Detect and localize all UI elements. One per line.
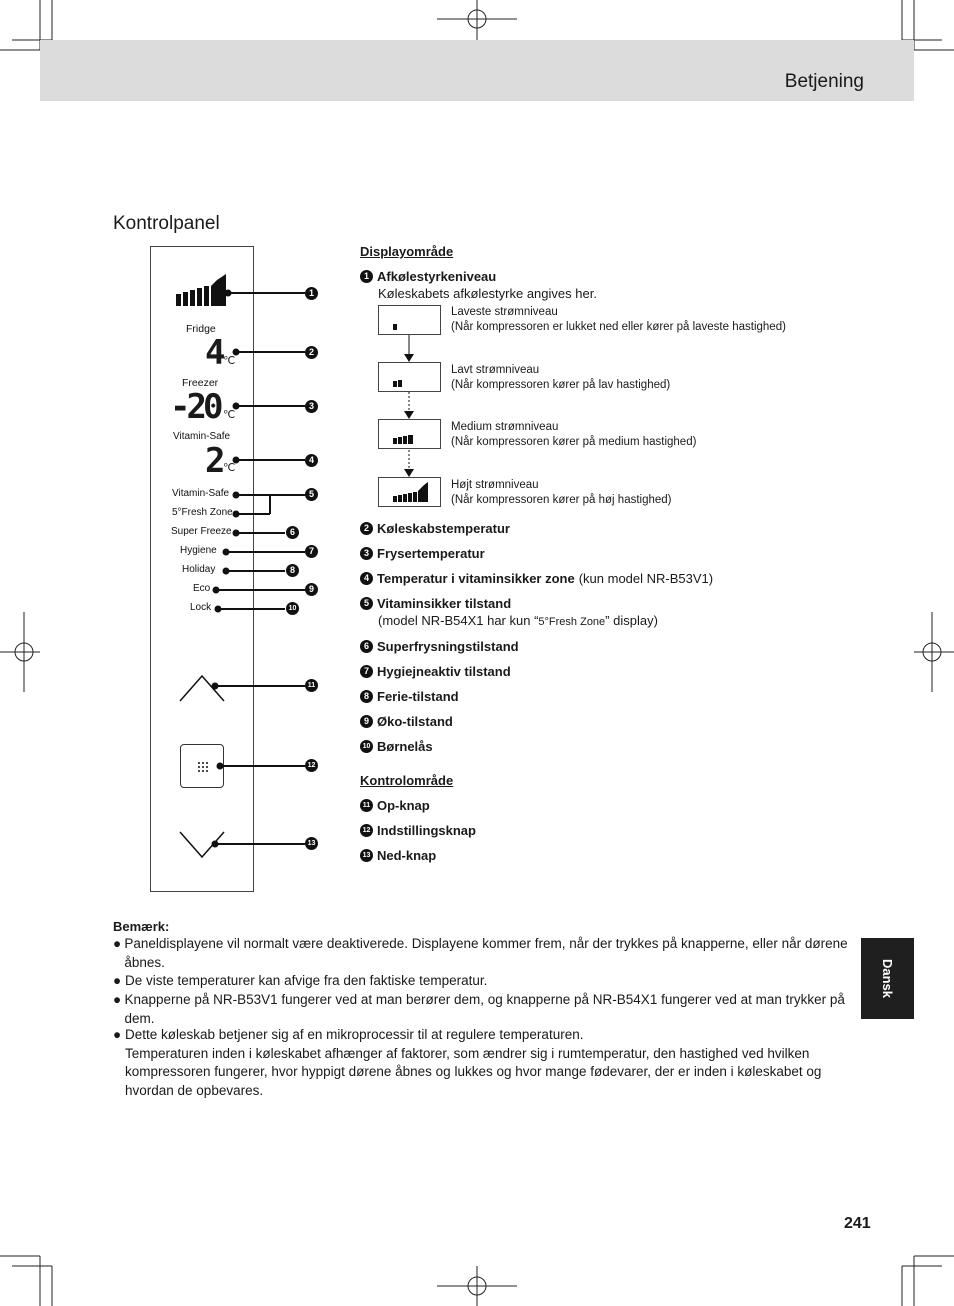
level-name-2: Lavt strømniveau <box>451 364 540 376</box>
desc-num-1: 1 <box>360 270 373 283</box>
vitamin-label: Vitamin-Safe <box>173 431 231 442</box>
note-2-text: De viste temperaturer kan afvige fra den faktiske temperatur. <box>125 973 488 988</box>
mode-super-freeze: Super Freeze <box>171 526 232 537</box>
desc-item-1 <box>360 269 496 284</box>
language-tab <box>861 938 914 1019</box>
desc-item-4 <box>360 571 713 586</box>
callout-13: 13 <box>305 837 318 850</box>
vitamin-temp-unit: ℃ <box>223 462 236 474</box>
level-box-2 <box>378 362 441 392</box>
desc-item-5-title: Vitaminsikker tilstand <box>377 596 512 611</box>
desc-item-10 <box>360 739 433 754</box>
level-bars-1 <box>379 306 442 336</box>
vitamin-temp: 2 <box>205 441 226 481</box>
arrow-solid <box>403 335 415 362</box>
note-4-text: Dette køleskab betjener sig af en mikroprocessir til at regulere temperaturen. <box>125 1027 584 1042</box>
page-header-title: Betjening <box>784 71 864 92</box>
desc-num-6: 6 <box>360 640 373 653</box>
desc-item-5-note <box>378 613 658 628</box>
level-desc-2: (Når kompressoren kører på lav hastighed) <box>451 379 671 391</box>
level-desc-1: (Når kompressoren er lukket ned eller kører på laveste hastighed) <box>451 321 786 333</box>
note-3: ● Knapperne på NR-B53V1 fungerer ved at man berører dem, og knapperne på NR-B54X1 fungerer ved at man trykker på dem. <box>113 991 848 1028</box>
desc-num-12: 12 <box>360 824 373 837</box>
callout-9: 9 <box>305 583 318 596</box>
note-4: ● Dette køleskab betjener sig af en mikroprocessir til at regulere temperaturen. Temperaturen inden i køleskabet afhænger af faktorer, som ændrer sig i rumtemperatur, den hastighed ved hvilken kompressoren fungerer, hvor hyppigt dørene åbnes og lukkes og hvor mange fødevarer, der er inden i køleskabet og hvordan de opbevares. <box>113 1026 848 1100</box>
callout-12: 12 <box>305 759 318 772</box>
desc-item-2 <box>360 521 510 536</box>
callout-4: 4 <box>305 454 318 467</box>
desc-num-10: 10 <box>360 740 373 753</box>
desc-item-4-note: (kun model NR-B53V1) <box>578 571 714 586</box>
desc-item-6 <box>360 639 519 654</box>
desc-item-3-title: Frysertemperatur <box>377 546 485 561</box>
mode-lock: Lock <box>190 602 212 613</box>
desc-num-2: 2 <box>360 522 373 535</box>
fridge-temp: 4 <box>205 333 224 373</box>
section-title: Kontrolpanel <box>113 213 220 234</box>
desc-num-8: 8 <box>360 690 373 703</box>
desc-num-13: 13 <box>360 849 373 862</box>
level-text-3 <box>451 420 696 450</box>
level-bars-2 <box>379 363 442 393</box>
desc-item-9-title: Øko-tilstand <box>377 714 453 729</box>
callout-2: 2 <box>305 346 318 359</box>
desc-num-7: 7 <box>360 665 373 678</box>
mode-vitamin-safe: Vitamin-Safe <box>172 488 230 499</box>
desc-item-12 <box>360 823 476 838</box>
note-2: ● De viste temperaturer kan afvige fra den faktiske temperatur. <box>113 972 848 991</box>
callout-10: 10 <box>286 602 299 615</box>
level-text-2 <box>451 363 670 393</box>
fridge-label: Fridge <box>186 323 216 335</box>
desc-item-5-note-pre: (model NR-B54X1 har kun “ <box>378 613 539 628</box>
notes-title: Bemærk: <box>113 919 170 934</box>
desc-item-12-title: Indstillingsknap <box>377 823 476 838</box>
desc-item-6-title: Superfrysningstilstand <box>377 639 519 654</box>
desc-item-2-title: Køleskabstemperatur <box>377 521 510 536</box>
desc-num-4: 4 <box>360 572 373 585</box>
display-area-heading: Displayområde <box>360 244 454 259</box>
desc-item-10-title: Børnelås <box>377 739 433 754</box>
desc-item-13-title: Ned-knap <box>377 848 437 863</box>
desc-item-4-title: Temperatur i vitaminsikker zone <box>377 571 575 586</box>
arrow-dashed-2 <box>403 450 415 477</box>
desc-item-7 <box>360 664 511 679</box>
desc-item-13 <box>360 848 436 863</box>
callout-6: 6 <box>286 526 299 539</box>
mode-holiday: Holiday <box>182 564 216 575</box>
level-desc-4: (Når kompressoren kører på høj hastighed) <box>451 494 672 506</box>
mode-hygiene: Hygiene <box>180 545 217 556</box>
mode-fresh-zone: 5°Fresh Zone <box>172 507 233 518</box>
desc-item-8 <box>360 689 459 704</box>
mode-eco: Eco <box>193 583 211 594</box>
level-box-1 <box>378 305 441 335</box>
callout-8: 8 <box>286 564 299 577</box>
callout-1: 1 <box>305 287 318 300</box>
control-area-heading: Kontrolområde <box>360 773 454 788</box>
arrow-dashed-1 <box>403 392 415 419</box>
callout-3: 3 <box>305 400 318 413</box>
desc-item-5 <box>360 596 511 611</box>
note-4-continuation: Temperaturen inden i køleskabet afhænger af faktorer, som ændrer sig i rumtemperatur, den hastighed ved hvilken kompressoren fungerer, hvor hyppigt dørene åbnes og lukkes og hvor mange fødevarer, der er inden i køleskabet og hvordan de opbevares. <box>125 1045 822 1098</box>
level-desc-3: (Når kompressoren kører på medium hastighed) <box>451 436 697 448</box>
page-number: 241 <box>844 1215 871 1232</box>
level-bars-4 <box>379 478 442 508</box>
desc-item-11-title: Op-knap <box>377 798 430 813</box>
freezer-label: Freezer <box>182 377 219 389</box>
desc-item-8-title: Ferie-tilstand <box>377 689 459 704</box>
freezer-temp-unit: ℃ <box>223 409 236 421</box>
desc-item-3 <box>360 546 485 561</box>
level-box-3 <box>378 419 441 449</box>
note-1: ● Paneldisplayene vil normalt være deaktiverede. Displayene kommer frem, når der trykkes på knapperne, eller når dørene åbnes. <box>113 935 848 972</box>
desc-num-5: 5 <box>360 597 373 610</box>
level-name-3: Medium strømniveau <box>451 421 559 433</box>
desc-item-1-text: Køleskabets afkølestyrke angives her. <box>378 286 597 301</box>
level-name-4: Højt strømniveau <box>451 479 539 491</box>
fridge-temp-unit: ℃ <box>223 355 236 367</box>
level-box-4 <box>378 477 441 507</box>
freezer-temp: -20 <box>170 387 220 427</box>
desc-item-5-note-mid: 5°Fresh Zone <box>538 616 606 628</box>
level-text-1 <box>451 305 786 335</box>
callout-7: 7 <box>305 545 318 558</box>
desc-item-9 <box>360 714 453 729</box>
desc-item-1-title: Afkølestyrkeniveau <box>377 269 497 284</box>
level-text-4 <box>451 478 672 508</box>
desc-item-7-title: Hygiejneaktiv tilstand <box>377 664 511 679</box>
note-1-text: Paneldisplayene vil normalt være deaktiverede. Displayene kommer frem, når der trykkes på knapperne, eller når dørene åbnes. <box>124 936 848 970</box>
note-3-text: Knapperne på NR-B53V1 fungerer ved at man berører dem, og knapperne på NR-B54X1 fungerer ved at man trykker på dem. <box>124 992 845 1026</box>
callout-11: 11 <box>305 679 318 692</box>
callout-5: 5 <box>305 488 318 501</box>
level-bars-3 <box>379 420 442 450</box>
desc-num-3: 3 <box>360 547 373 560</box>
level-name-1: Laveste strømniveau <box>451 306 558 318</box>
language-tab-label: Dansk <box>880 958 895 999</box>
desc-num-11: 11 <box>360 799 373 812</box>
desc-num-9: 9 <box>360 715 373 728</box>
desc-item-5-note-post: ” display) <box>605 613 658 628</box>
desc-item-11 <box>360 798 430 813</box>
